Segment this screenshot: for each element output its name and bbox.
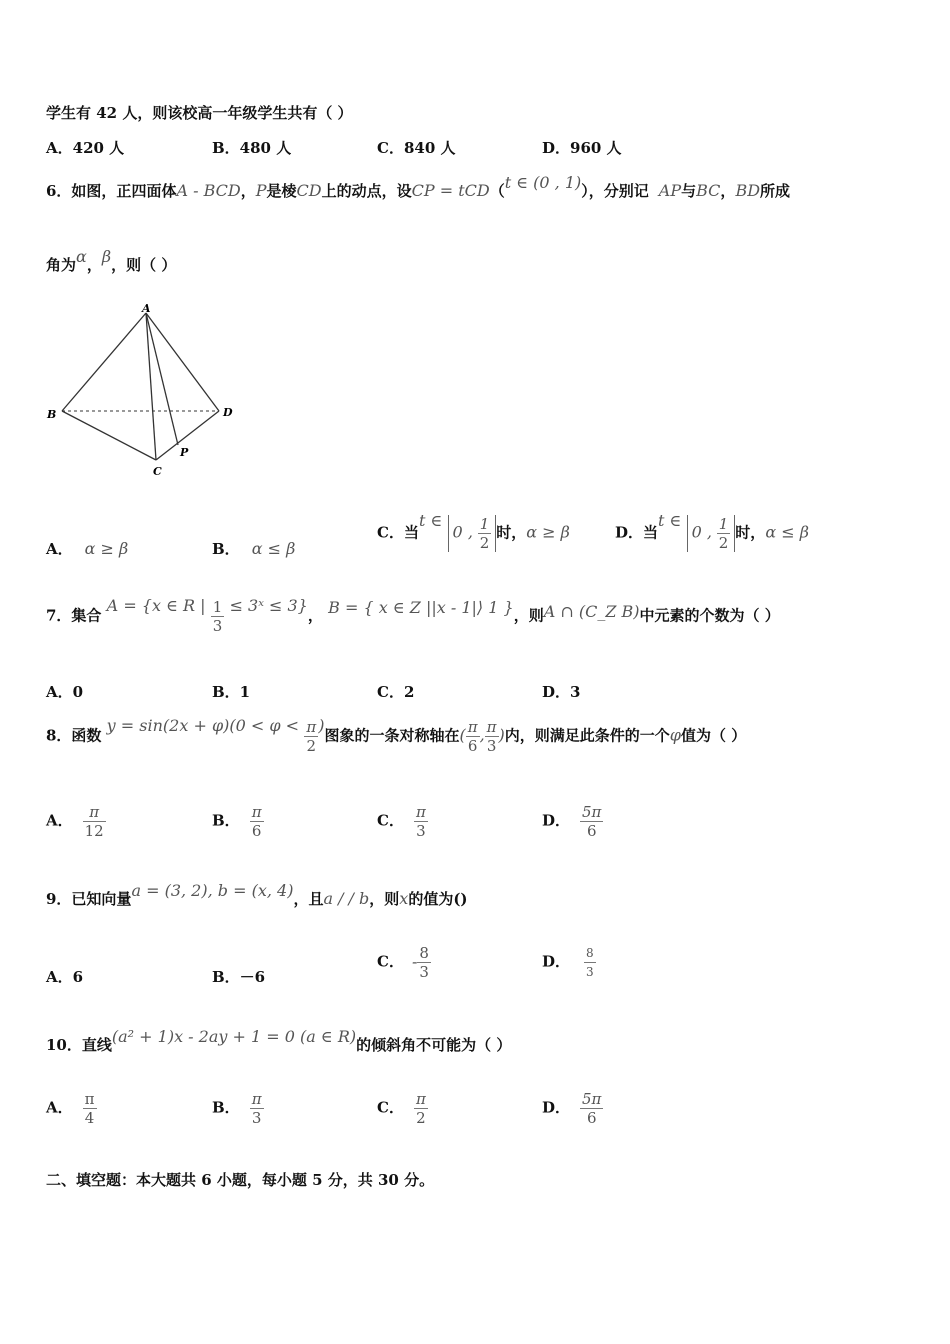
q9-option-b[interactable]: B．－6 [212, 968, 266, 986]
label-d: D [223, 406, 233, 419]
q8-option-d[interactable]: D． $\frac{5\pi}{6}$ [542, 803, 602, 840]
tetrahedron-figure [44, 300, 244, 480]
label-p: P [180, 446, 189, 459]
q10-option-b[interactable]: B． $\frac{\pi}{3}$ [212, 1090, 262, 1127]
label-a: A [142, 302, 151, 315]
q8-option-c[interactable]: C． $\frac{\pi}{3}$ [377, 803, 426, 840]
q9-option-c[interactable]: C． - $\frac{8}{3}$ [377, 944, 429, 981]
q5-option-c[interactable]: C．840 人 [377, 139, 456, 157]
q10-option-c[interactable]: C． $\frac{\pi}{2}$ [377, 1090, 426, 1127]
label-c: C [153, 465, 162, 478]
q8-stem: 8．函数 y = sin(2x + φ)(0 < φ < $\frac{\pi}{2}$ )图象的一条对称轴在( $\frac{\pi}{6}$ , $\frac{\pi}{3}$ )内，则满足此条件的一个φ值为（ ） [46, 715, 747, 755]
q5-option-b[interactable]: B．480 人 [212, 139, 292, 157]
q9-option-a[interactable]: A．6 [46, 968, 84, 986]
q7-stem: 7．集合 A = {x ∈ R | $\frac{1}{3}$ ≤ 3ˣ ≤ 3}， B = { x ∈ Z ||x - 1|⟩ 1 }，则A ∩ (C_Z B)中元素的个数为（ ） [46, 595, 780, 635]
q6-stem-line1: 6．如图，正四面体A - BCD，P是棱CD上的动点，设CP = tCD（t ∈ (0 , 1)），分别记 AP与BC，BD所成 [46, 173, 791, 200]
q10-stem: 10．直线(a² + 1)x - 2ay + 1 = 0 (a ∈ R)的倾斜角不可能为（ ） [46, 1027, 512, 1054]
q6-stem-line2: 角为α，β，则（ ） [46, 247, 177, 274]
edge-ab [62, 313, 146, 411]
label-b: B [47, 408, 57, 421]
edge-bc [62, 411, 156, 460]
q5-option-d[interactable]: D．960 人 [542, 139, 622, 157]
q7-option-b[interactable]: B．1 [212, 683, 251, 701]
q9-stem: 9．已知向量a = (3, 2), b = (x, 4)，且a / / b，则x的值为() [46, 881, 468, 908]
q6-option-d[interactable]: D．当t ∈ 0 , $\frac{1}{2}$ 时，α ≤ β [615, 510, 809, 552]
q8-option-b[interactable]: B． $\frac{\pi}{6}$ [212, 803, 262, 840]
q8-option-a[interactable]: A． $\frac{\pi}{12}$ [46, 803, 104, 840]
q7-option-c[interactable]: C．2 [377, 683, 415, 701]
q10-option-d[interactable]: D． $\frac{5\pi}{6}$ [542, 1090, 602, 1127]
q7-option-a[interactable]: A．0 [46, 683, 84, 701]
q6-option-c[interactable]: C．当t ∈ 0 , $\frac{1}{2}$ 时，α ≥ β [377, 510, 570, 552]
q10-option-a[interactable]: A． $\frac{\pi}{4}$ [46, 1090, 95, 1127]
q9-option-d[interactable]: D． $\frac{8}{3}$ [542, 946, 594, 979]
q7-option-d[interactable]: D．3 [542, 683, 581, 701]
q5-stem-tail: 学生有 42 人，则该校高一年级学生共有（ ） [46, 104, 353, 122]
section-2-heading: 二、填空题：本大题共 6 小题，每小题 5 分，共 30 分。 [46, 1171, 435, 1189]
q6-option-b[interactable]: B． α ≤ β [212, 539, 296, 558]
q5-option-a[interactable]: A．420 人 [46, 139, 125, 157]
edge-ad [146, 313, 219, 411]
q6-option-a[interactable]: A． α ≥ β [46, 539, 129, 558]
